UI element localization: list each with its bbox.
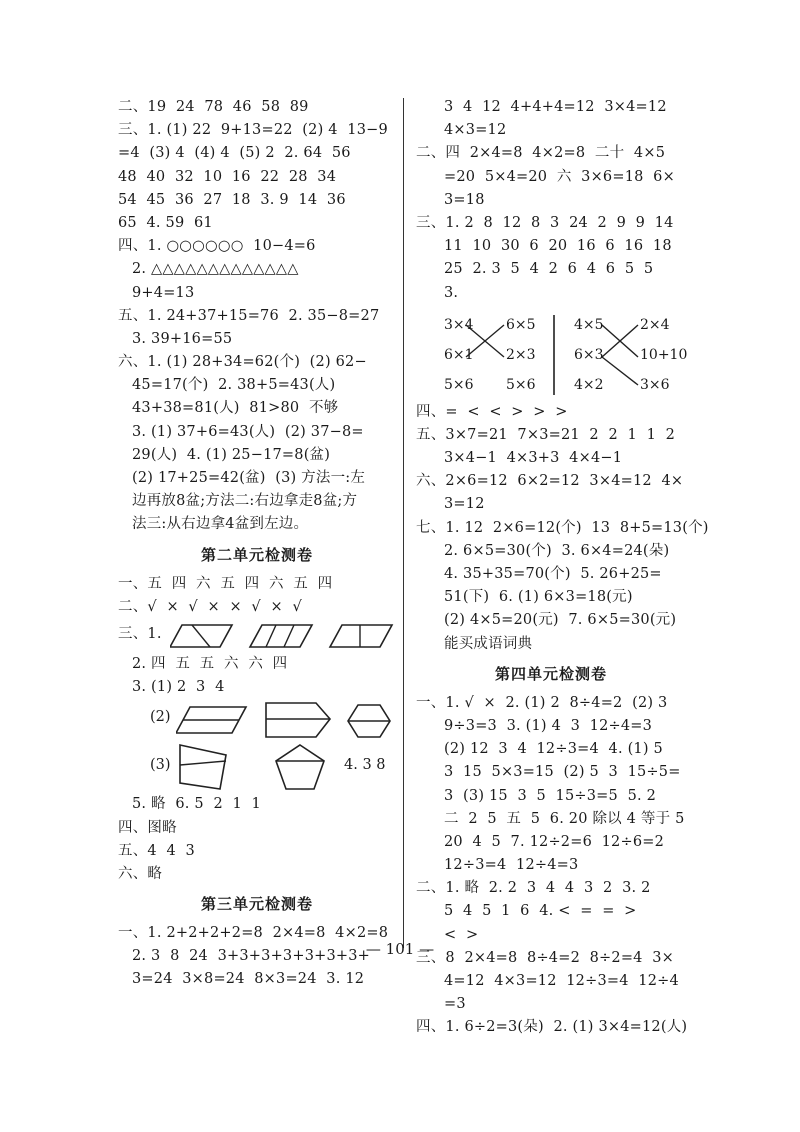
answer-line: 三、1. (1) 22 9+13=22 (2) 4 13−9 xyxy=(118,122,388,139)
answer-line: 48 40 32 10 16 22 28 34 xyxy=(118,168,337,185)
answer-line: 9+4=13 xyxy=(132,284,195,301)
match-item: 5×6 xyxy=(506,376,536,393)
match-item: 2×4 xyxy=(640,316,670,333)
answer-line: 四、= < < > > > xyxy=(416,403,568,420)
answer-line: 三、8 2×4=8 8÷4=2 8÷2=4 3× xyxy=(416,949,674,966)
unit4-answers xyxy=(416,692,686,1040)
answer-line: 5. 略 6. 5 2 1 1 xyxy=(132,796,261,813)
answer-line: (2) 12 3 4 12÷3=4 4. (1) 5 xyxy=(444,741,663,758)
answer-line: 一、1. 2+2+2+2=8 2×4=8 4×2=8 xyxy=(118,925,389,942)
answer-line: 法三:从右边拿4盆到左边。 xyxy=(132,516,309,533)
shapes-row-2 xyxy=(118,699,396,743)
match-item: 6×1 xyxy=(444,346,474,363)
answer-line: 六、1. (1) 28+34=62(个) (2) 62− xyxy=(118,354,367,371)
match-item: 4×5 xyxy=(574,316,604,333)
answer-line: 11 10 30 6 20 16 6 16 18 xyxy=(444,238,672,255)
unit3-title: 第三单元检测卷 xyxy=(200,895,313,914)
match-item: 3×4 xyxy=(444,316,474,333)
answer-line: =4 (3) 4 (4) 4 (5) 2 2. 64 56 xyxy=(118,145,351,162)
answer-line: 4=12 4×3=12 12÷3=4 12÷4 xyxy=(444,973,679,989)
answer-line: 3=12 xyxy=(444,496,485,513)
answer-line: 4×3=12 xyxy=(444,122,507,139)
answer-line: 三、1. xyxy=(118,625,162,642)
answer-line: 一、五 四 六 五 四 六 五 四 xyxy=(118,575,333,592)
answer-line: 3. xyxy=(444,284,459,301)
answer-line: 3. 39+16=55 xyxy=(132,330,233,347)
parallelogram-figures xyxy=(170,621,400,651)
unit4-title: 第四单元检测卷 xyxy=(494,664,607,683)
answer-line: 四、1. 6÷2=3(朵) 2. (1) 3×4=12(人) xyxy=(416,1019,688,1036)
left-column xyxy=(118,96,396,992)
answer-line: 3 (3) 15 3 5 15÷3=5 5. 2 xyxy=(444,787,657,804)
answer-line: (2) 4×5=20(元) 7. 6×5=30(元) xyxy=(444,612,677,629)
answer-line: 2. 6×5=30(个) 3. 6×4=24(朵) xyxy=(444,542,670,559)
answer-line: 29(人) 4. (1) 25−17=8(盆) xyxy=(132,446,331,463)
answer-line: 四、1. ○○○○○○ 10−4=6 xyxy=(118,238,316,255)
answer-line: (2) xyxy=(150,709,171,726)
match-item: 10+10 xyxy=(640,346,688,363)
answer-line: 二、√ × √ × × √ × √ xyxy=(118,598,302,615)
column-divider xyxy=(403,98,404,948)
answer-line: 2. 四 五 五 六 六 四 xyxy=(132,655,288,672)
answer-line: 51(下) 6. (1) 6×3=18(元) xyxy=(444,589,633,606)
answer-line: 七、1. 12 2×6=12(个) 13 8+5=13(个) xyxy=(416,519,709,536)
answer-line: 5 4 5 1 6 4. < = = > xyxy=(444,903,637,920)
answer-line: 五、1. 24+37+15=76 2. 35−8=27 xyxy=(118,307,380,324)
answer-line: 二、1. 略 2. 2 3 4 4 3 2 3. 2 xyxy=(416,880,651,897)
answer-line: 20 4 5 7. 12÷2=6 12÷6=2 xyxy=(444,833,665,850)
match-item: 3×6 xyxy=(640,376,670,393)
answer-line: 3. (1) 2 3 4 xyxy=(132,679,225,696)
answer-line: 一、1. √ × 2. (1) 2 8÷4=2 (2) 3 xyxy=(416,694,668,711)
answer-line: 43+38=81(人) 81>80 不够 xyxy=(132,400,339,417)
answer-line: 六、2×6=12 6×2=12 3×4=12 4× xyxy=(416,473,684,490)
answer-line: 五、3×7=21 7×3=21 2 2 1 1 2 xyxy=(416,426,676,443)
right-column xyxy=(416,96,709,1040)
answer-line: 3×4−1 4×3+3 4×4−1 xyxy=(444,450,623,467)
match-item: 6×5 xyxy=(506,316,536,333)
answer-line: 65 4. 59 61 xyxy=(118,214,213,231)
answer-line: 2. 3 8 24 3+3+3+3+3+3+3+ xyxy=(132,948,371,965)
match-item: 6×3 xyxy=(574,346,604,363)
match-item: 4×2 xyxy=(574,376,604,393)
answer-line: 二、四 2×4=8 4×2=8 二十 4×5 xyxy=(416,145,666,162)
unit2-answers xyxy=(118,573,396,887)
unit1-answers xyxy=(118,96,396,537)
answer-line: 五、4 4 3 xyxy=(118,842,195,859)
answer-line: 能买成语词典 xyxy=(444,635,533,652)
answer-line: 3 4 12 4+4+4=12 3×4=12 xyxy=(444,99,667,115)
answer-line: 4. 3 8 xyxy=(344,757,386,774)
answer-line: 3. (1) 37+6=43(人) (2) 37−8= xyxy=(132,423,364,440)
answer-line: 三、1. 2 8 12 8 3 24 2 9 9 14 xyxy=(416,214,674,231)
answer-line: 二 2 5 五 5 6. 20 除以 4 等于 5 xyxy=(444,810,685,827)
answer-line: 3=18 xyxy=(444,191,485,208)
match-item: 5×6 xyxy=(444,376,474,393)
matching-diagram xyxy=(416,305,686,401)
answer-line: (3) xyxy=(150,757,171,774)
answer-line: =3 xyxy=(444,996,466,1013)
page-number: — 101 — xyxy=(365,940,435,958)
answer-line: 六、略 xyxy=(118,865,163,882)
answer-line: =20 5×4=20 六 3×6=18 6× xyxy=(444,168,675,185)
answer-line: 3=24 3×8=24 8×3=24 3. 12 xyxy=(132,971,365,988)
answer-line: 12÷3=4 12÷4=3 xyxy=(444,857,579,874)
unit3-answers-cont xyxy=(416,96,709,656)
answer-line: < > xyxy=(444,926,479,943)
answer-line: 25 2. 3 5 4 2 6 4 6 5 5 xyxy=(444,261,654,278)
answer-line: 四、图略 xyxy=(118,819,177,836)
answer-line: 边再放8盆;方法二:右边拿走8盆;方 xyxy=(132,493,358,510)
answer-line: 4. 35+35=70(个) 5. 26+25= xyxy=(444,566,662,582)
parallelogram-row xyxy=(118,619,396,653)
unit2-title: 第二单元检测卷 xyxy=(200,545,313,564)
cut-shapes-figures xyxy=(176,699,416,743)
answer-line: 3 15 5×3=15 (2) 5 3 15÷5= xyxy=(444,764,681,781)
answer-line: 54 45 36 27 18 3. 9 14 36 xyxy=(118,191,346,208)
shapes-row-3 xyxy=(118,743,396,793)
answer-line: 45=17(个) 2. 38+5=43(人) xyxy=(132,377,336,394)
answer-line: 二、19 24 78 46 58 89 xyxy=(118,99,309,115)
answer-line: 9÷3=3 3. (1) 4 3 12÷4=3 xyxy=(444,717,653,734)
answer-line: 2. △△△△△△△△△△△△△ xyxy=(132,261,299,278)
answer-line: (2) 17+25=42(盆) (3) 方法一:左 xyxy=(132,470,366,486)
match-item: 2×3 xyxy=(506,346,536,363)
